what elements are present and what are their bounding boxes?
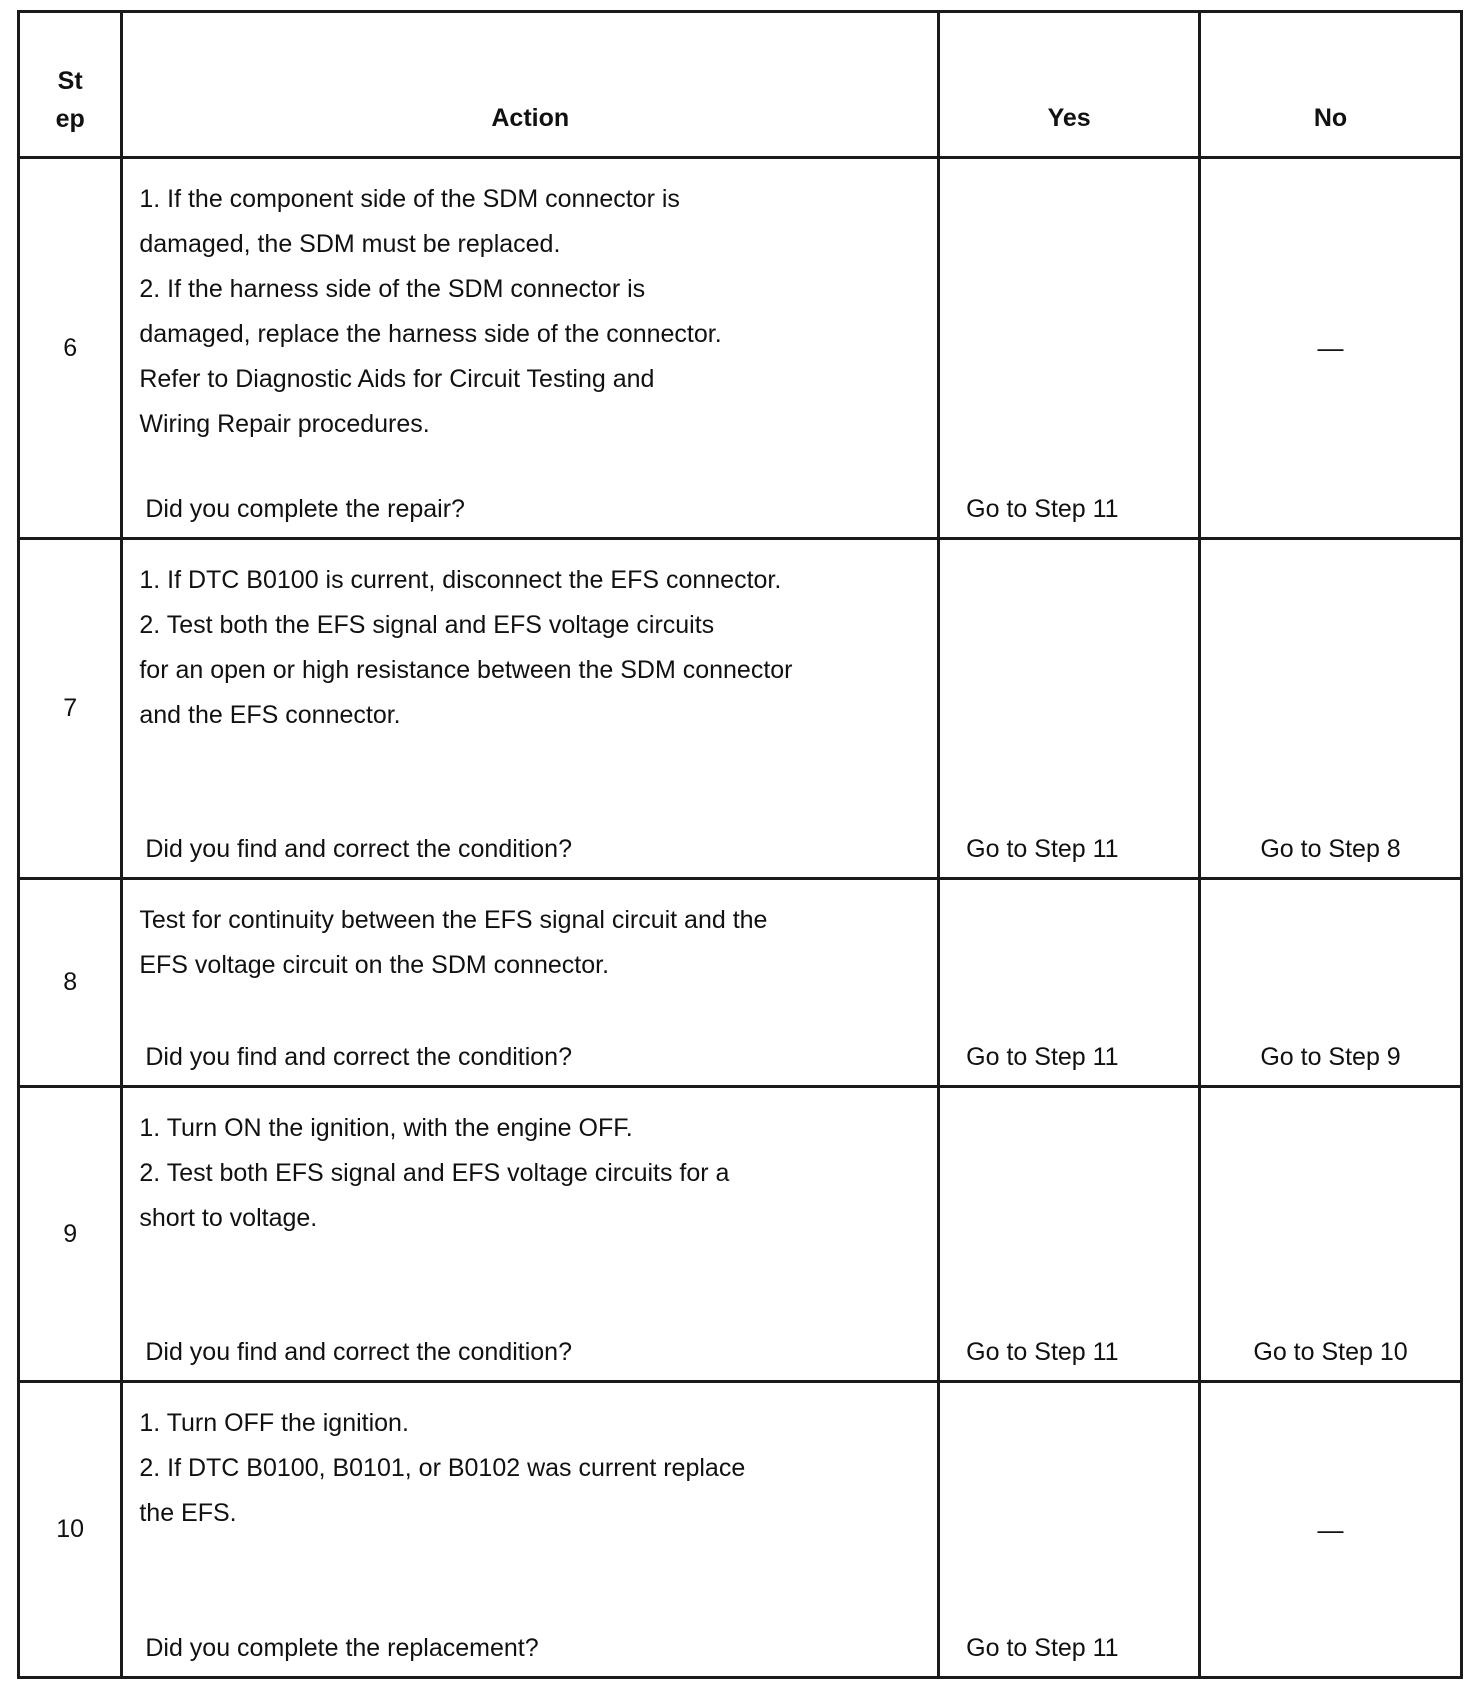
yes-cell [939, 539, 1200, 879]
no-cell [1200, 1382, 1462, 1678]
yes-outcome: Go to Step 11 [966, 1338, 1119, 1366]
action-line: 2. If the harness side of the SDM connector is [139, 275, 646, 303]
step-number: 10 [19, 1382, 122, 1678]
table-row-step-10 [19, 1382, 1462, 1678]
table-row-step-9 [19, 1087, 1462, 1382]
no-outcome: Go to Step 9 [1260, 1043, 1401, 1071]
action-line: the EFS. [139, 1499, 237, 1527]
action-line: Refer to Diagnostic Aids for Circuit Testing and [139, 365, 655, 393]
action-line: EFS voltage circuit on the SDM connector. [139, 951, 610, 979]
yes-outcome: Go to Step 11 [966, 835, 1119, 863]
yes-cell [939, 1382, 1200, 1678]
yes-outcome: Go to Step 11 [966, 495, 1119, 523]
action-question: Did you find and correct the condition? [145, 1043, 572, 1071]
no-outcome: — [1317, 1514, 1344, 1544]
action-line: and the EFS connector. [139, 701, 401, 729]
header-step: St ep [19, 12, 122, 158]
action-question: Did you find and correct the condition? [145, 1338, 572, 1366]
action-line: short to voltage. [139, 1204, 318, 1232]
action-line: for an open or high resistance between the SDM connector [139, 656, 793, 684]
no-cell [1200, 1087, 1462, 1382]
header-no: No [1200, 12, 1462, 158]
action-line: 2. Test both EFS signal and EFS voltage circuits for a [139, 1159, 730, 1187]
table-row-step-6 [19, 158, 1462, 539]
action-cell [122, 1382, 939, 1678]
action-line: 1. If DTC B0100 is current, disconnect the EFS connector. [139, 566, 782, 594]
action-line: 1. If the component side of the SDM connector is [139, 185, 680, 213]
action-line: damaged, the SDM must be replaced. [139, 230, 561, 258]
action-line: 1. Turn OFF the ignition. [139, 1409, 409, 1437]
yes-cell [939, 158, 1200, 539]
diagnostic-table [17, 10, 1463, 1679]
action-cell [122, 1087, 939, 1382]
no-cell [1200, 539, 1462, 879]
action-line: 2. Test both the EFS signal and EFS voltage circuits [139, 611, 715, 639]
action-cell [122, 879, 939, 1087]
yes-cell [939, 879, 1200, 1087]
step-number: 8 [19, 879, 122, 1087]
no-outcome: Go to Step 10 [1253, 1338, 1408, 1366]
action-line: damaged, replace the harness side of the connector. [139, 320, 722, 348]
action-line: 1. Turn ON the ignition, with the engine OFF. [139, 1114, 633, 1142]
no-cell [1200, 158, 1462, 539]
action-cell [122, 158, 939, 539]
yes-outcome: Go to Step 11 [966, 1634, 1119, 1662]
step-number: 6 [19, 158, 122, 539]
header-row [19, 12, 1462, 158]
no-outcome: — [1317, 332, 1344, 363]
action-line: 2. If DTC B0100, B0101, or B0102 was current replace [139, 1454, 746, 1482]
action-question: Did you complete the replacement? [145, 1634, 539, 1662]
action-line: Test for continuity between the EFS signal circuit and the [139, 906, 768, 934]
yes-outcome: Go to Step 11 [966, 1043, 1119, 1071]
no-outcome: Go to Step 8 [1260, 835, 1401, 863]
step-number: 9 [19, 1087, 122, 1382]
action-question: Did you complete the repair? [145, 495, 465, 523]
no-cell [1200, 879, 1462, 1087]
action-question: Did you find and correct the condition? [145, 835, 572, 863]
header-action: Action [122, 12, 939, 158]
table-row-step-8 [19, 879, 1462, 1087]
yes-cell [939, 1087, 1200, 1382]
step-number: 7 [19, 539, 122, 879]
table-row-step-7 [19, 539, 1462, 879]
action-cell [122, 539, 939, 879]
action-line: Wiring Repair procedures. [139, 410, 430, 438]
header-yes: Yes [939, 12, 1200, 158]
